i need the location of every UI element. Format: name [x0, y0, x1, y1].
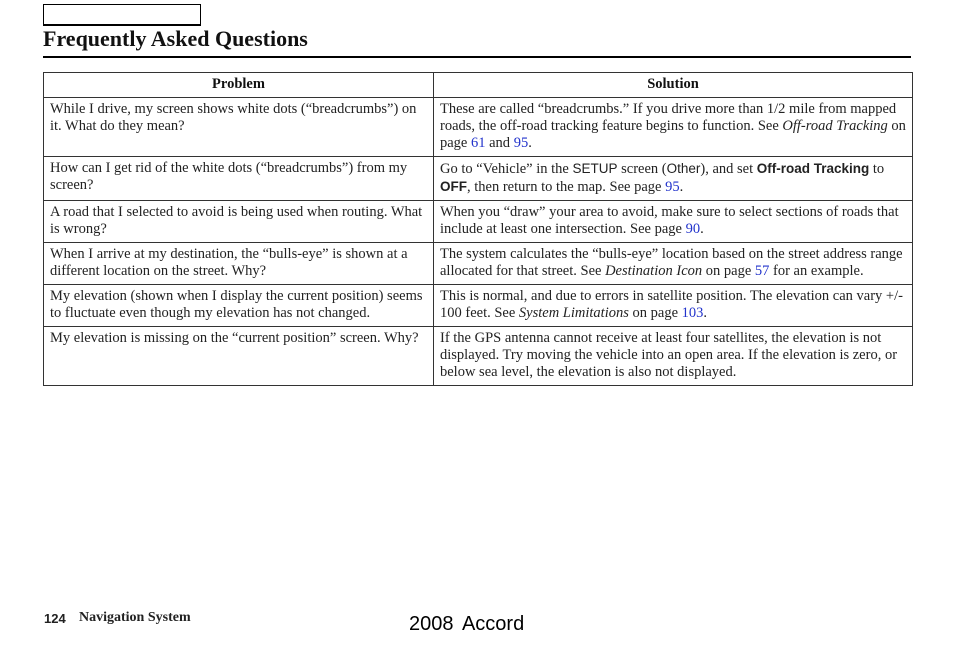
other-label: Other [666, 161, 701, 176]
header-tab-box [43, 4, 201, 26]
problem-cell: A road that I selected to avoid is being used when routing. What is wrong? [44, 201, 434, 243]
footer-section-label: Navigation System [79, 610, 191, 625]
table-row [44, 285, 913, 327]
page-link[interactable]: 61 [471, 135, 486, 151]
solution-text: When you “draw” your area to avoid, make sure to select sections of roads that include at least one intersection. See page [440, 204, 899, 237]
solution-text: These are called “breadcrumbs.” If you drive more than 1/2 mile from mapped roads, the off-road tracking feature begins to function. See [440, 101, 897, 134]
solution-cell [434, 201, 913, 243]
solution-text: . [679, 179, 684, 195]
page-link[interactable]: 95 [513, 135, 529, 151]
problem-cell: When I arrive at my destination, the “bulls-eye” is shown at a different location on the street. Why? [44, 243, 434, 285]
page-title: Frequently Asked Questions [43, 26, 308, 51]
solution-text: on page [440, 118, 906, 151]
solution-cell [434, 285, 913, 327]
column-header-solution: Solution [434, 73, 913, 98]
solution-cell [434, 243, 913, 285]
solution-cell [434, 157, 913, 201]
footer-model-label: 2008 Accord [409, 613, 525, 635]
solution-text: . [528, 135, 532, 151]
column-header-problem: Problem [44, 73, 434, 98]
problem-cell: My elevation is missing on the “current position” screen. Why? [44, 327, 434, 386]
solution-text: , then return to the map. See page [467, 179, 666, 195]
table-row [44, 98, 913, 157]
setup-label: SETUP [572, 161, 618, 176]
solution-text: . [703, 305, 708, 321]
solution-text: The system calculates the “bulls-eye” location based on the street address range allocated for that street. See [440, 246, 903, 279]
table-row [44, 243, 913, 285]
table-row [44, 157, 913, 201]
problem-cell: My elevation (shown when I display the current position) seems to fluctuate even though my elevation has not changed. [44, 285, 434, 327]
solution-text: ), and set [700, 161, 757, 177]
problem-cell: How can I get rid of the white dots (“breadcrumbs”) from my screen? [44, 157, 434, 201]
solution-cell [434, 98, 913, 157]
faq-table [43, 72, 913, 386]
page-number: 124 [44, 611, 66, 626]
page-link[interactable]: 103 [681, 305, 704, 321]
solution-text: to [869, 161, 885, 177]
solution-text: on page [628, 305, 682, 321]
page-link[interactable]: 95 [665, 179, 680, 195]
cross-reference: System Limitations [518, 305, 629, 321]
off-label: OFF [440, 179, 467, 194]
page-link[interactable]: 57 [754, 263, 770, 279]
solution-text: on page [702, 263, 755, 279]
solution-text: This is normal, and due to errors in satellite position. The elevation can vary +/- 100 feet. See [440, 288, 903, 321]
table-row [44, 201, 913, 243]
solution-text: If the GPS antenna cannot receive at least four satellites, the elevation is not displayed. Try moving the vehicle into an open area. If the elevation is zero, or below sea level, the elevation is also not displayed. [440, 330, 898, 380]
problem-cell: While I drive, my screen shows white dots (“breadcrumbs”) on it. What do they mean? [44, 98, 434, 157]
table-header-row [44, 73, 913, 98]
solution-text: for an example. [769, 263, 864, 279]
table-row [44, 327, 913, 386]
cross-reference: Off-road Tracking [782, 118, 888, 134]
solution-text: . [700, 221, 704, 237]
title-divider [43, 56, 911, 58]
cross-reference: Destination Icon [605, 263, 703, 279]
solution-text: Go to “Vehicle” in the [440, 161, 573, 177]
page-link[interactable]: 90 [685, 221, 701, 237]
solution-text: and [485, 135, 514, 151]
offroad-tracking-label: Off-road Tracking [756, 161, 870, 176]
solution-cell [434, 327, 913, 386]
solution-text: screen ( [617, 161, 667, 177]
